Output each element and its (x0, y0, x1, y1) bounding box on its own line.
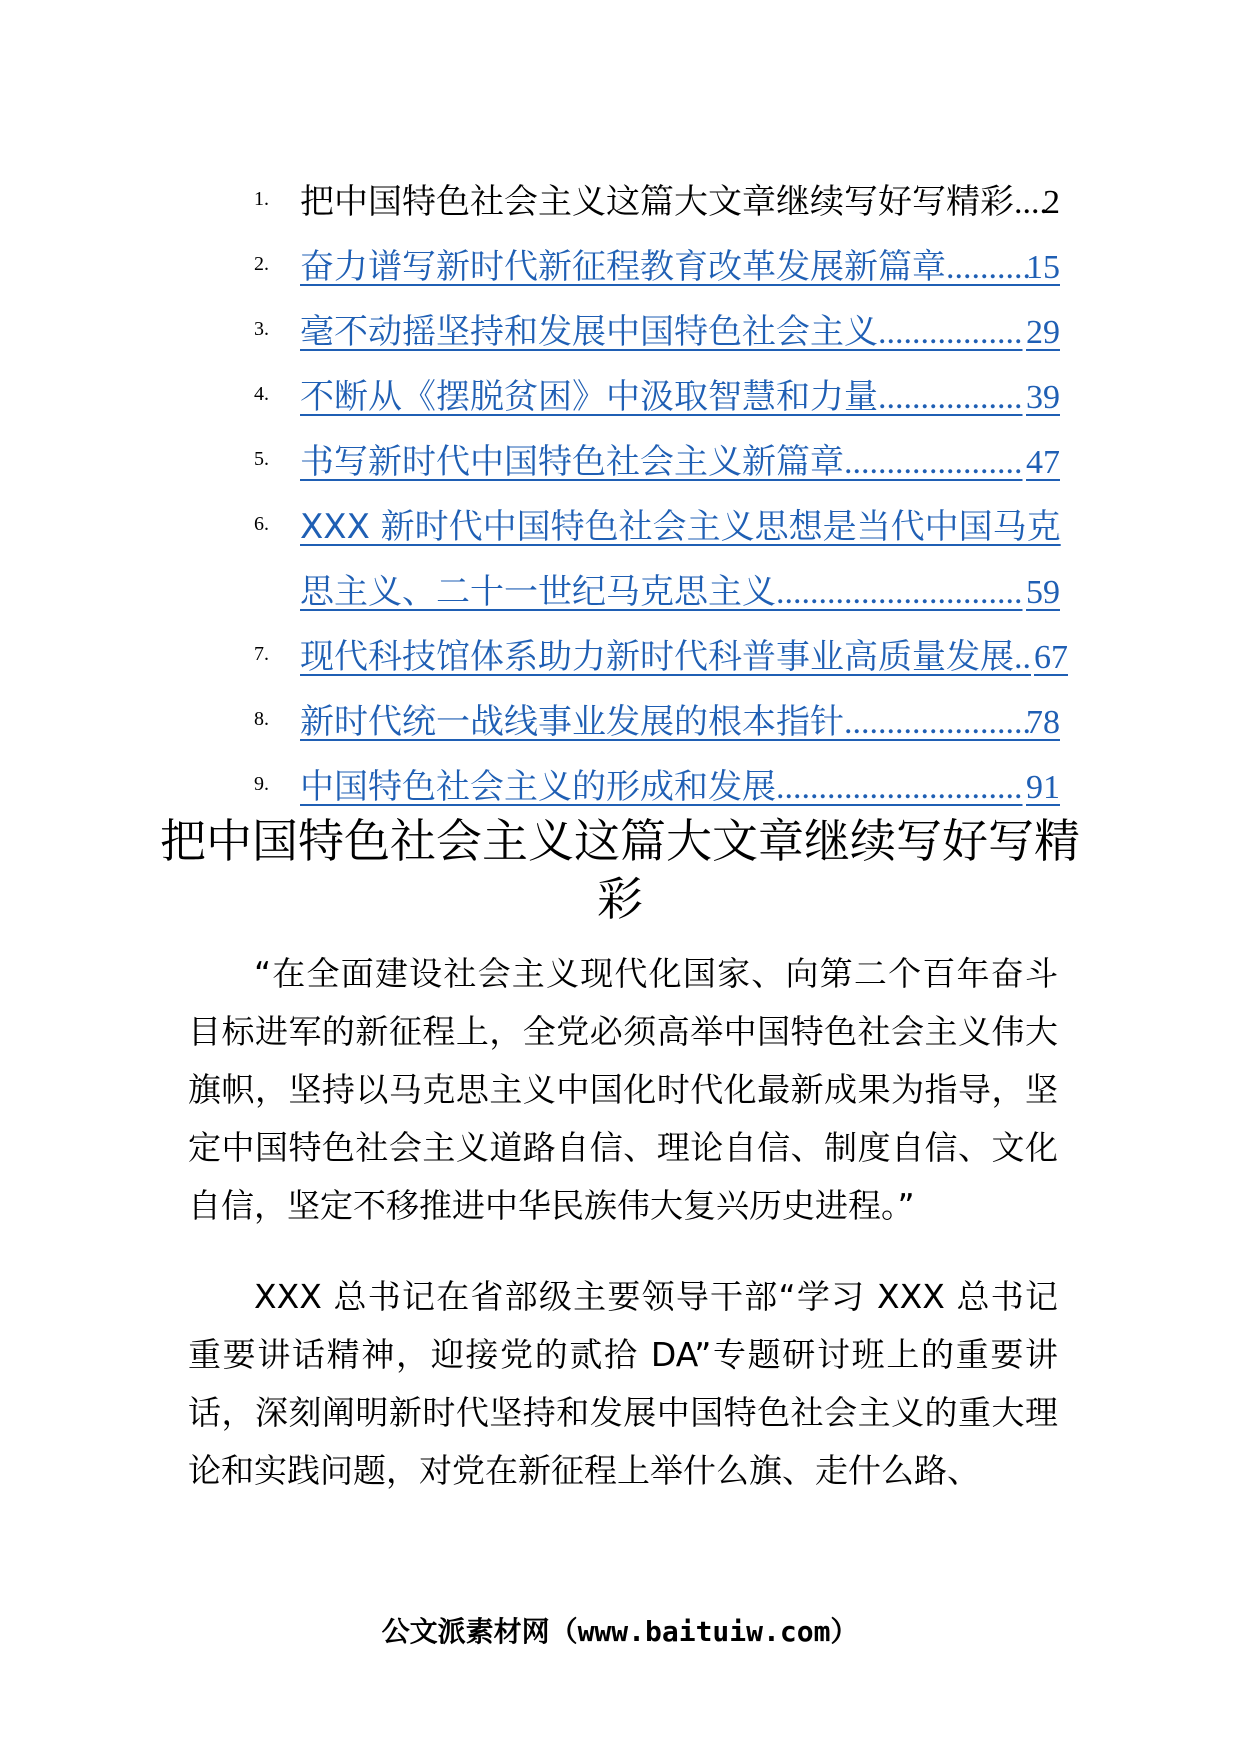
toc-leader[interactable]: ................. (878, 314, 1023, 351)
toc-number: 2. (254, 253, 269, 275)
toc-item-5[interactable] (240, 430, 1060, 495)
toc-page-number: 2 (1043, 184, 1060, 221)
toc-page-number[interactable]: 67 (1034, 639, 1068, 676)
toc-title[interactable]: 新时代统一战线事业发展的根本指针 (300, 702, 844, 742)
toc-leader[interactable]: ................. (878, 379, 1023, 416)
toc-number: 9. (254, 773, 269, 795)
toc-item-4[interactable] (240, 365, 1060, 430)
article-title: 把中国特色社会主义这篇大文章继续写好写精彩 (160, 814, 1080, 926)
toc-item-7[interactable] (240, 625, 1068, 690)
toc-title[interactable]: 不断从《摆脱贫困》中汲取智慧和力量 (300, 377, 878, 417)
toc-item-1[interactable] (240, 170, 1060, 235)
toc-title: 把中国特色社会主义这篇大文章继续写好写精彩 (300, 182, 1014, 222)
toc-title[interactable]: 中国特色社会主义的形成和发展 (300, 767, 776, 807)
toc-title[interactable]: 书写新时代中国特色社会主义新篇章 (300, 442, 844, 482)
toc-number: 1. (254, 188, 269, 210)
toc-item-8[interactable] (240, 690, 1060, 755)
toc-leader[interactable]: ............................. (776, 574, 1023, 611)
toc-leader: .... (1014, 184, 1048, 221)
toc-page-number[interactable]: 91 (1026, 769, 1060, 806)
toc-item-6[interactable] (240, 495, 1060, 625)
toc-item-3[interactable] (240, 300, 1060, 365)
article-paragraph-1: “在全面建设社会主义现代化国家、向第二个百年奋斗目标进军的新征程上，全党必须高举中国特色社会主义伟大旗帜，坚持以马克思主义中国化时代化最新成果为指导，坚定中国特色社会主义道路自信、理论自信、制度自信、文化自信，坚定不移推进中华民族伟大复兴历史进程。” (188, 954, 1058, 1225)
footer-watermark: 公文派素材网（www.baituiw.com） (381, 1615, 859, 1648)
toc-number: 6. (254, 513, 269, 535)
toc-title-line2[interactable]: 思主义、二十一世纪马克思主义 (300, 572, 776, 612)
toc-title-line1[interactable]: XXX 新时代中国特色社会主义思想是当代中国马克 (300, 507, 1061, 547)
toc-title[interactable]: 奋力谱写新时代新征程教育改革发展新篇章 (300, 247, 946, 287)
toc-number: 4. (254, 383, 269, 405)
table-of-contents (240, 170, 1068, 820)
toc-leader[interactable]: ...................... (844, 704, 1031, 741)
toc-page-number[interactable]: 47 (1026, 444, 1060, 481)
toc-leader[interactable]: .......... (946, 249, 1031, 286)
toc-leader[interactable]: ..................... (844, 444, 1023, 481)
toc-number: 8. (254, 708, 269, 730)
toc-page-number[interactable]: 59 (1026, 574, 1060, 611)
toc-page-number[interactable]: 29 (1026, 314, 1060, 351)
toc-page-number[interactable]: 78 (1026, 704, 1060, 741)
toc-item-9[interactable] (240, 755, 1060, 820)
toc-leader[interactable]: .. (1014, 639, 1031, 676)
toc-item-2[interactable] (240, 235, 1060, 300)
toc-page-number[interactable]: 15 (1026, 249, 1060, 286)
toc-number: 5. (254, 448, 269, 470)
toc-page-number[interactable]: 39 (1026, 379, 1060, 416)
toc-number: 3. (254, 318, 269, 340)
toc-title[interactable]: 毫不动摇坚持和发展中国特色社会主义 (300, 312, 878, 352)
toc-leader[interactable]: ............................. (776, 769, 1023, 806)
article-paragraph-2: XXX 总书记在省部级主要领导干部“学习 XXX 总书记重要讲话精神，迎接党的贰拾 DA”专题研讨班上的重要讲话，深刻阐明新时代坚持和发展中国特色社会主义的重大理论和实践问题，对党在新征程上举什么旗、走什么路、 (188, 1277, 1058, 1490)
toc-number: 7. (254, 643, 269, 665)
toc-title[interactable]: 现代科技馆体系助力新时代科普事业高质量发展 (300, 637, 1014, 677)
